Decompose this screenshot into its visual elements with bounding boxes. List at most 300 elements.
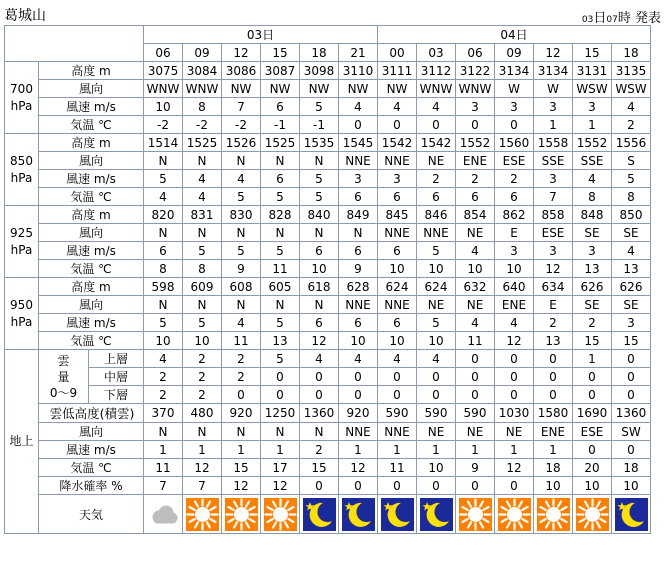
- hour-header: 21: [339, 44, 378, 62]
- hour-header: 12: [534, 44, 573, 62]
- data-cell: 845: [378, 206, 417, 224]
- moon-icon: [342, 498, 375, 531]
- pressure-number: 950: [10, 297, 33, 312]
- data-cell: 4: [339, 350, 378, 368]
- data-cell: 3122: [456, 62, 495, 80]
- data-cell: 9: [222, 260, 261, 278]
- data-cell: 10: [612, 477, 651, 495]
- data-cell: 5: [183, 242, 222, 260]
- data-cell: 13: [534, 332, 573, 350]
- sun-icon: [225, 498, 258, 531]
- data-cell: 4: [417, 98, 456, 116]
- weather-cell: [144, 495, 183, 534]
- row-label: 高度 m: [39, 134, 144, 152]
- data-row: [5, 62, 651, 80]
- data-cell: 0: [378, 386, 417, 404]
- weather-cell: [183, 495, 222, 534]
- cloud-row: [5, 368, 651, 386]
- data-cell: 3112: [417, 62, 456, 80]
- pressure-level-label: [5, 206, 39, 278]
- pressure-unit: hPa: [10, 314, 33, 329]
- data-cell: NW: [222, 80, 261, 98]
- data-cell: 590: [378, 404, 417, 423]
- data-cell: ENE: [534, 423, 573, 441]
- data-cell: 12: [495, 459, 534, 477]
- data-cell: 15: [222, 459, 261, 477]
- data-cell: 7: [222, 98, 261, 116]
- data-cell: 4: [300, 350, 339, 368]
- weather-cell: [417, 495, 456, 534]
- data-cell: 0: [534, 350, 573, 368]
- data-cell: WNW: [417, 80, 456, 98]
- data-cell: SSE: [573, 152, 612, 170]
- data-cell: -2: [183, 116, 222, 134]
- data-cell: 13: [612, 260, 651, 278]
- data-cell: 4: [144, 188, 183, 206]
- data-cell: NE: [417, 152, 456, 170]
- weather-cell: [300, 495, 339, 534]
- data-cell: 2: [534, 314, 573, 332]
- sun-icon: [498, 498, 531, 531]
- data-cell: 0: [417, 477, 456, 495]
- data-cell: 3084: [183, 62, 222, 80]
- data-cell: 2: [222, 350, 261, 368]
- date-header: 04日: [378, 26, 651, 44]
- data-cell: 10: [144, 332, 183, 350]
- data-cell: 634: [534, 278, 573, 296]
- pressure-number: 925: [10, 225, 33, 240]
- data-cell: 20: [573, 459, 612, 477]
- data-cell: 598: [144, 278, 183, 296]
- data-cell: 1030: [495, 404, 534, 423]
- data-cell: 605: [261, 278, 300, 296]
- data-cell: 11: [222, 332, 261, 350]
- data-cell: 5: [417, 242, 456, 260]
- data-cell: 1: [339, 441, 378, 459]
- data-cell: 9: [456, 459, 495, 477]
- issued-time: 03日07時 発表: [581, 11, 661, 26]
- row-label: 降水確率 %: [39, 477, 144, 495]
- data-cell: 850: [612, 206, 651, 224]
- data-cell: 0: [417, 386, 456, 404]
- data-cell: NW: [300, 80, 339, 98]
- data-cell: NNE: [378, 224, 417, 242]
- data-cell: 1556: [612, 134, 651, 152]
- row-label: 気温 ℃: [39, 116, 144, 134]
- data-cell: 10: [495, 260, 534, 278]
- data-cell: N: [261, 224, 300, 242]
- data-cell: 3: [612, 314, 651, 332]
- data-row: [5, 170, 651, 188]
- data-cell: 3131: [573, 62, 612, 80]
- data-cell: 13: [261, 332, 300, 350]
- data-cell: 0: [300, 477, 339, 495]
- data-cell: 12: [222, 477, 261, 495]
- weather-cell: [612, 495, 651, 534]
- data-cell: E: [534, 296, 573, 314]
- pressure-number: 700: [10, 81, 33, 96]
- data-cell: N: [144, 423, 183, 441]
- weather-cell: [378, 495, 417, 534]
- data-cell: 5: [183, 314, 222, 332]
- data-cell: 1: [573, 116, 612, 134]
- data-cell: NNE: [339, 423, 378, 441]
- data-cell: 10: [417, 260, 456, 278]
- data-cell: SSE: [534, 152, 573, 170]
- data-cell: 10: [417, 459, 456, 477]
- row-label: 高度 m: [39, 206, 144, 224]
- data-cell: NW: [378, 80, 417, 98]
- data-cell: 609: [183, 278, 222, 296]
- data-cell: 5: [261, 350, 300, 368]
- data-cell: 3: [573, 242, 612, 260]
- data-cell: N: [144, 224, 183, 242]
- data-cell: 3075: [144, 62, 183, 80]
- data-cell: 0: [339, 477, 378, 495]
- data-row: [5, 188, 651, 206]
- surface-row: [5, 423, 651, 441]
- data-cell: 5: [300, 188, 339, 206]
- data-cell: 0: [261, 368, 300, 386]
- row-label: 風速 m/s: [39, 242, 144, 260]
- data-cell: NW: [261, 80, 300, 98]
- data-cell: 1545: [339, 134, 378, 152]
- data-cell: ENE: [495, 296, 534, 314]
- location-title: 葛城山: [4, 8, 46, 24]
- weather-cell: [573, 495, 612, 534]
- data-cell: 7: [534, 188, 573, 206]
- data-cell: 0: [495, 386, 534, 404]
- row-label: 雲低高度(積雲): [39, 404, 144, 423]
- row-label: 風向: [39, 296, 144, 314]
- moon-icon: [303, 498, 336, 531]
- data-cell: 0: [573, 386, 612, 404]
- data-cell: 830: [222, 206, 261, 224]
- data-cell: 18: [534, 459, 573, 477]
- data-cell: 3135: [612, 62, 651, 80]
- data-row: [5, 206, 651, 224]
- pressure-unit: hPa: [10, 98, 33, 113]
- data-cell: ENE: [456, 152, 495, 170]
- data-cell: 858: [534, 206, 573, 224]
- data-cell: 5: [222, 242, 261, 260]
- data-cell: N: [261, 296, 300, 314]
- data-cell: 3: [456, 98, 495, 116]
- hour-header: 09: [183, 44, 222, 62]
- forecast-table: [4, 25, 651, 534]
- data-cell: WSW: [573, 80, 612, 98]
- surface-row: [5, 459, 651, 477]
- data-cell: W: [534, 80, 573, 98]
- data-cell: ESE: [495, 152, 534, 170]
- data-cell: NW: [339, 80, 378, 98]
- data-cell: 6: [339, 242, 378, 260]
- data-cell: 632: [456, 278, 495, 296]
- weather-row: [5, 495, 651, 534]
- data-cell: 920: [222, 404, 261, 423]
- data-cell: 0: [378, 116, 417, 134]
- data-row: [5, 260, 651, 278]
- data-cell: 0: [417, 116, 456, 134]
- weather-cell: [339, 495, 378, 534]
- data-cell: 8: [144, 260, 183, 278]
- data-cell: 0: [378, 368, 417, 386]
- data-cell: 2: [417, 170, 456, 188]
- data-cell: 10: [339, 332, 378, 350]
- data-cell: 1: [573, 350, 612, 368]
- weather-cell: [456, 495, 495, 534]
- data-cell: 3110: [339, 62, 378, 80]
- data-cell: 10: [534, 477, 573, 495]
- data-cell: 3: [573, 98, 612, 116]
- data-cell: 1560: [495, 134, 534, 152]
- data-cell: N: [300, 296, 339, 314]
- row-label: 風速 m/s: [39, 441, 144, 459]
- data-cell: 18: [612, 459, 651, 477]
- data-cell: 0: [300, 386, 339, 404]
- data-cell: 6: [300, 242, 339, 260]
- sun-icon: [264, 498, 297, 531]
- data-cell: 1525: [261, 134, 300, 152]
- data-cell: 17: [261, 459, 300, 477]
- data-cell: 626: [573, 278, 612, 296]
- data-cell: 10: [573, 477, 612, 495]
- data-cell: 6: [495, 188, 534, 206]
- data-cell: 1250: [261, 404, 300, 423]
- data-cell: 11: [144, 459, 183, 477]
- data-cell: 0: [534, 368, 573, 386]
- data-cell: 2: [222, 368, 261, 386]
- data-cell: 11: [378, 459, 417, 477]
- data-cell: N: [183, 423, 222, 441]
- data-cell: 0: [456, 386, 495, 404]
- data-cell: 1542: [378, 134, 417, 152]
- data-cell: NE: [456, 296, 495, 314]
- data-cell: 6: [456, 188, 495, 206]
- row-label: 風向: [39, 224, 144, 242]
- data-cell: 0: [573, 441, 612, 459]
- data-cell: 0: [456, 350, 495, 368]
- data-cell: 0: [300, 368, 339, 386]
- moon-icon: [615, 498, 648, 531]
- data-cell: 4: [183, 170, 222, 188]
- data-row: [5, 116, 651, 134]
- weather-cell: [222, 495, 261, 534]
- data-cell: 1360: [300, 404, 339, 423]
- data-cell: ESE: [534, 224, 573, 242]
- data-cell: 2: [495, 170, 534, 188]
- data-cell: 0: [222, 386, 261, 404]
- hour-header: 00: [378, 44, 417, 62]
- weather-cell: [534, 495, 573, 534]
- data-cell: 3087: [261, 62, 300, 80]
- hour-header: 12: [222, 44, 261, 62]
- data-cell: 8: [183, 260, 222, 278]
- data-cell: 1690: [573, 404, 612, 423]
- data-cell: WNW: [183, 80, 222, 98]
- data-cell: 2: [300, 441, 339, 459]
- data-cell: 3: [534, 98, 573, 116]
- data-cell: 4: [144, 350, 183, 368]
- data-cell: SE: [573, 224, 612, 242]
- row-label: 風向: [39, 80, 144, 98]
- data-cell: 1558: [534, 134, 573, 152]
- data-cell: 480: [183, 404, 222, 423]
- data-cell: 3: [534, 242, 573, 260]
- data-cell: N: [222, 296, 261, 314]
- data-cell: 4: [417, 350, 456, 368]
- data-cell: 10: [378, 332, 417, 350]
- pressure-level-label: [5, 134, 39, 206]
- row-label: 気温 ℃: [39, 332, 144, 350]
- data-cell: 6: [261, 170, 300, 188]
- data-cell: 6: [378, 188, 417, 206]
- data-cell: N: [144, 152, 183, 170]
- data-cell: 3098: [300, 62, 339, 80]
- data-cell: 4: [222, 314, 261, 332]
- data-cell: 5: [300, 170, 339, 188]
- data-cell: 6: [339, 314, 378, 332]
- date-row: [5, 26, 651, 44]
- data-cell: 5: [261, 188, 300, 206]
- data-cell: 7: [183, 477, 222, 495]
- data-cell: 1535: [300, 134, 339, 152]
- cloud-layer-label: 中層: [89, 368, 144, 386]
- surface-row: [5, 477, 651, 495]
- cloud-amount-label: 雲 量 0〜9: [39, 350, 89, 404]
- data-cell: 0: [612, 441, 651, 459]
- data-cell: 10: [300, 260, 339, 278]
- data-cell: N: [339, 224, 378, 242]
- data-cell: 624: [378, 278, 417, 296]
- data-row: [5, 296, 651, 314]
- data-cell: NNE: [378, 152, 417, 170]
- data-cell: 618: [300, 278, 339, 296]
- moon-icon: [420, 498, 453, 531]
- data-cell: 10: [183, 332, 222, 350]
- data-cell: NNE: [417, 224, 456, 242]
- data-cell: W: [495, 80, 534, 98]
- pressure-level-label: [5, 278, 39, 350]
- data-cell: 6: [339, 188, 378, 206]
- data-cell: NE: [417, 296, 456, 314]
- data-cell: 12: [261, 477, 300, 495]
- data-cell: 5: [612, 170, 651, 188]
- data-cell: 5: [144, 170, 183, 188]
- data-cell: SE: [612, 296, 651, 314]
- row-label: 高度 m: [39, 278, 144, 296]
- data-cell: 5: [261, 314, 300, 332]
- data-cell: 10: [144, 98, 183, 116]
- data-cell: 2: [183, 386, 222, 404]
- cloud-layer-label: 下層: [89, 386, 144, 404]
- data-cell: 0: [456, 116, 495, 134]
- data-cell: 9: [339, 260, 378, 278]
- data-cell: 1580: [534, 404, 573, 423]
- row-label: 風速 m/s: [39, 314, 144, 332]
- data-cell: 1360: [612, 404, 651, 423]
- data-cell: 854: [456, 206, 495, 224]
- cloud-row: [5, 386, 651, 404]
- data-cell: 2: [183, 350, 222, 368]
- data-cell: NE: [417, 423, 456, 441]
- weather-label: 天気: [39, 495, 144, 534]
- pressure-level-label: [5, 62, 39, 134]
- data-cell: 3: [339, 170, 378, 188]
- data-cell: N: [222, 152, 261, 170]
- data-cell: 11: [456, 332, 495, 350]
- data-cell: 1526: [222, 134, 261, 152]
- data-cell: N: [300, 152, 339, 170]
- hour-header: 06: [144, 44, 183, 62]
- data-cell: 0: [417, 368, 456, 386]
- data-cell: 820: [144, 206, 183, 224]
- data-cell: 0: [261, 386, 300, 404]
- data-cell: 4: [222, 170, 261, 188]
- data-cell: 4: [339, 98, 378, 116]
- row-label: 風速 m/s: [39, 98, 144, 116]
- data-cell: 1552: [573, 134, 612, 152]
- data-cell: 1: [378, 441, 417, 459]
- data-row: [5, 134, 651, 152]
- data-row: [5, 98, 651, 116]
- hour-header: 15: [261, 44, 300, 62]
- data-cell: 846: [417, 206, 456, 224]
- data-cell: 10: [378, 260, 417, 278]
- data-cell: 590: [456, 404, 495, 423]
- data-cell: 5: [144, 314, 183, 332]
- hour-header: 09: [495, 44, 534, 62]
- data-cell: -1: [300, 116, 339, 134]
- moon-icon: [381, 498, 414, 531]
- data-row: [5, 152, 651, 170]
- data-cell: 1542: [417, 134, 456, 152]
- cloud-row: [5, 350, 651, 368]
- data-row: [5, 332, 651, 350]
- data-cell: 13: [573, 260, 612, 278]
- data-cell: 4: [378, 350, 417, 368]
- pressure-unit: hPa: [10, 242, 33, 257]
- data-cell: 6: [378, 314, 417, 332]
- data-cell: 4: [573, 170, 612, 188]
- data-cell: 0: [573, 368, 612, 386]
- data-cell: 0: [456, 477, 495, 495]
- data-cell: 6: [261, 98, 300, 116]
- data-cell: 828: [261, 206, 300, 224]
- data-cell: 15: [300, 459, 339, 477]
- data-cell: 0: [534, 386, 573, 404]
- data-cell: NNE: [339, 296, 378, 314]
- data-cell: 4: [495, 314, 534, 332]
- corner-cell: [5, 26, 144, 62]
- data-cell: N: [222, 224, 261, 242]
- data-cell: N: [183, 152, 222, 170]
- data-cell: 608: [222, 278, 261, 296]
- data-cell: 3: [378, 170, 417, 188]
- data-cell: 1: [144, 441, 183, 459]
- data-row: [5, 242, 651, 260]
- data-cell: 8: [573, 188, 612, 206]
- data-cell: 4: [612, 98, 651, 116]
- data-cell: 15: [612, 332, 651, 350]
- row-label: 風速 m/s: [39, 170, 144, 188]
- data-cell: 831: [183, 206, 222, 224]
- data-cell: 6: [378, 242, 417, 260]
- data-cell: 4: [456, 314, 495, 332]
- data-cell: 12: [495, 332, 534, 350]
- data-cell: 590: [417, 404, 456, 423]
- data-cell: 10: [417, 332, 456, 350]
